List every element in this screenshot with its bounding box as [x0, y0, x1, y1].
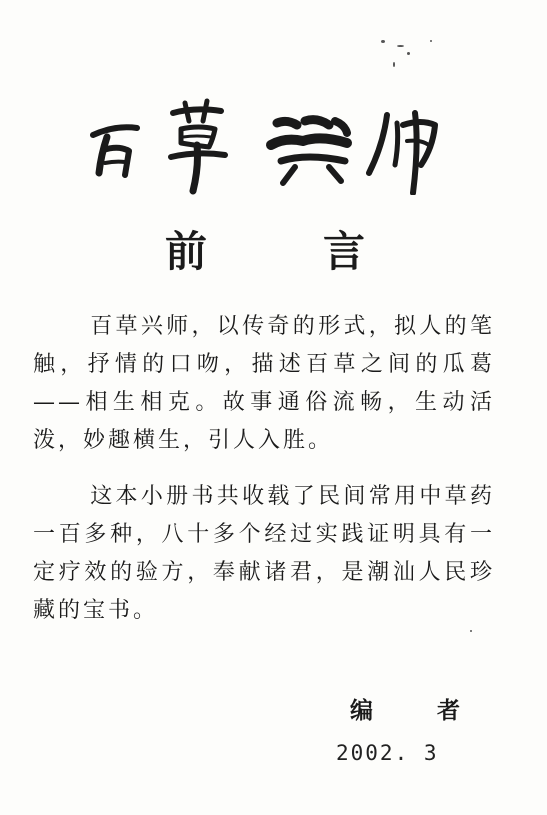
paragraph-2: 这本小册书共收载了民间常用中草药一百多种，八十多个经过实践证明具有一定疗效的验方，奉献诸君，是潮汕人民珍藏的宝书。 — [33, 484, 495, 623]
calligraphy-char-2 — [171, 101, 225, 191]
signature-char-1: 编 — [350, 697, 373, 724]
preface-body — [33, 308, 495, 648]
heading-char-2: 言 — [322, 227, 365, 276]
calligraphy-char-1 — [93, 127, 137, 175]
calligraphy-char-4 — [369, 113, 435, 193]
scan-speck — [381, 40, 385, 43]
paragraph-1: 百草兴师，以传奇的形式，拟人的笔触，抒情的口吻，描述百草之间的瓜葛——相生相克。故事通俗流畅，生动活泼，妙趣横生，引人入胜。 — [33, 314, 495, 453]
editor-signature — [350, 694, 460, 728]
scan-speck — [397, 45, 404, 47]
scan-speck — [393, 62, 395, 67]
calligraphy-title — [85, 95, 445, 195]
scan-speck — [430, 40, 432, 42]
scan-speck — [407, 52, 410, 55]
calligraphy-char-3 — [271, 120, 347, 183]
preface-date: 2002. 3 — [336, 741, 439, 765]
heading-char-1: 前 — [165, 227, 208, 276]
signature-char-2: 者 — [437, 697, 460, 724]
preface-heading — [165, 224, 365, 280]
